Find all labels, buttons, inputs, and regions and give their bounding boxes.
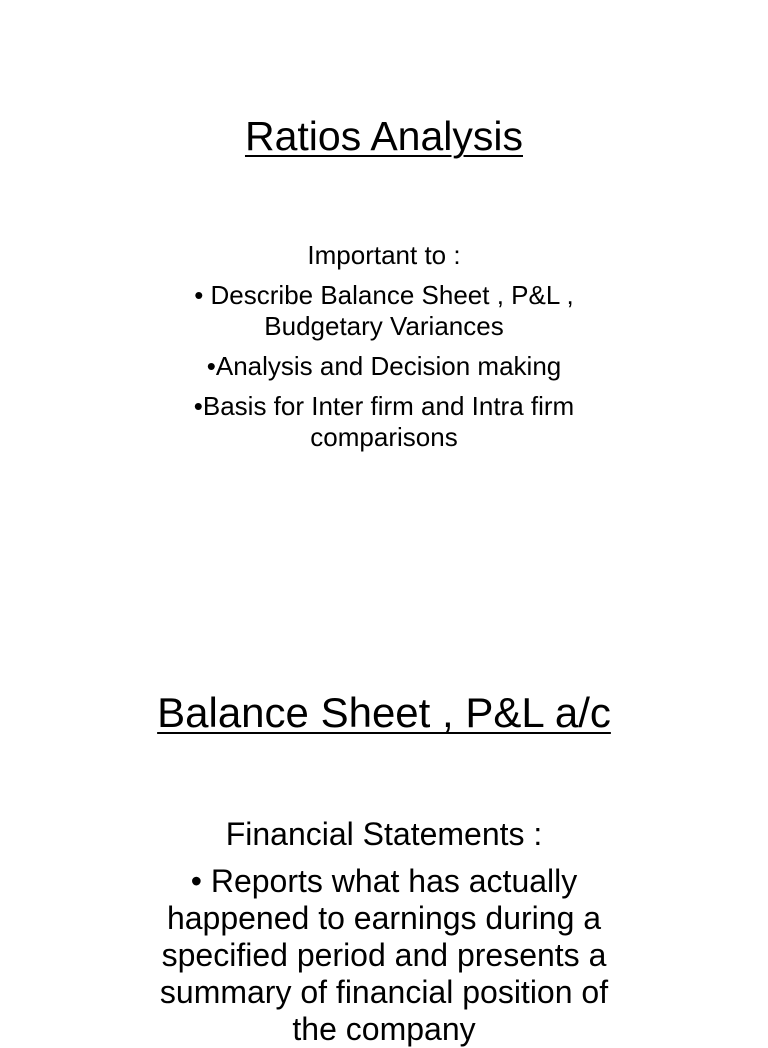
bullet-line: comparisons [310, 422, 458, 452]
bullet-line: happened to earnings during a [166, 900, 602, 936]
slide-title: Ratios Analysis [244, 113, 523, 159]
intro-text: Financial Statements : [225, 816, 543, 852]
slide-body [0, 240, 768, 453]
intro-text: Important to : [307, 240, 461, 270]
bullet-item [0, 391, 768, 453]
bullet-line: • Describe Balance Sheet , P&L , [194, 280, 574, 310]
bullet-line: specified period and presents a [161, 937, 607, 973]
bullet-line: •Basis for Inter firm and Intra firm [193, 391, 575, 421]
bullet-item [0, 863, 768, 1048]
bullet-line: •Analysis and Decision making [206, 351, 562, 381]
slide-title: Balance Sheet , P&L a/c [157, 689, 611, 736]
bullet-line: Budgetary Variances [264, 311, 504, 341]
bullet-item [0, 351, 768, 382]
bullet-line: • Reports what has actually [190, 863, 578, 899]
bullet-line: the company [292, 1011, 476, 1047]
bullet-line: summary of financial position of [159, 974, 609, 1010]
slide-body [0, 816, 768, 1048]
bullet-item [0, 280, 768, 342]
slide-balance-sheet [0, 600, 768, 1047]
